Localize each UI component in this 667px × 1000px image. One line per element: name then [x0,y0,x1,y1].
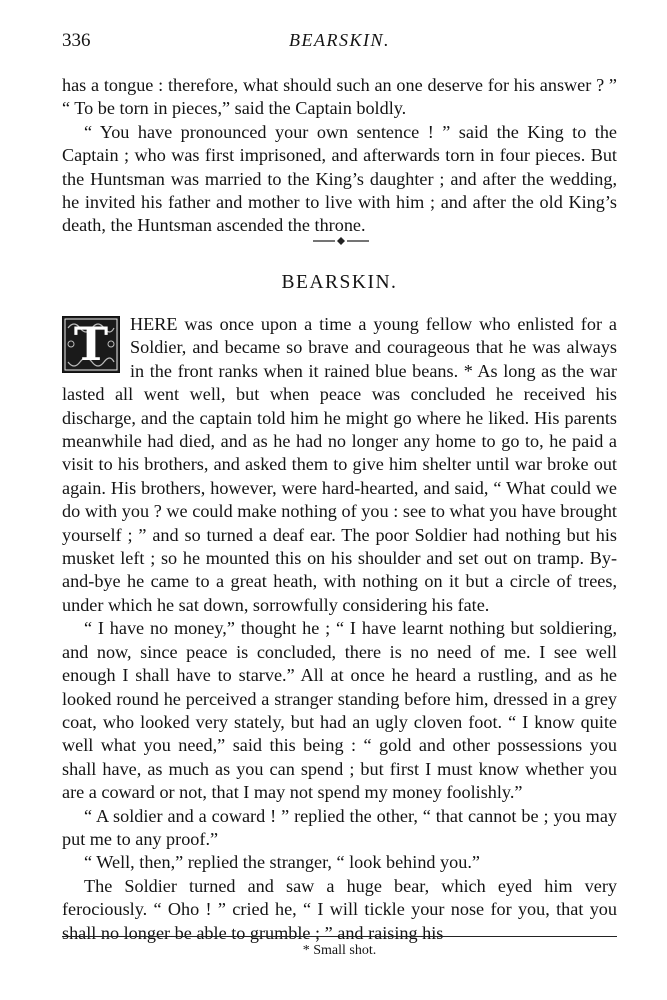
section-divider-ornament [313,234,369,248]
paragraph: “ Well, then,” replied the stranger, “ look behind you.” [84,852,480,873]
dropcap-initial [62,316,120,373]
running-title: BEARSKIN. [289,30,390,50]
paragraph: The Soldier turned and saw a huge bear, which eyed him very ferociously. “ Oho ! ” cried he, “ I will tickle your nose for you, that you shall no longer be able to grumble ; ” and raising his [62,875,617,943]
paragraph-text: HERE was once upon a time a young fellow who enlisted for a Soldier, and became so brave and courageous that he was always in the front ranks when it rained blue beans. * As long as the war lasted all went well, but when peace was concluded he received his discharge, and the captain told him he might go where he liked. His parents meanwhile had died, and as he had no longer any home to go to, he paid a visit to his brothers, and asked them to give him shelter until war broke out again. His brothers, however, were hard-hearted, and said, “ What could we do with you ? we could make nothing of you : see to what you have brought yourself ; ” and so turned a deaf ear. The poor Soldier had nothing but his musket left ; so he mounted this on his shoulder and set out on tramp. By-and-bye he came to a great heath, with nothing on it but a circle of trees, under which he sat down, sorrowfully considering his fate. [62,314,617,615]
paragraph: “ I have no money,” thought he ; “ I have learnt nothing but soldiering, and now, since peace is concluded, there is no need of me. I see well enough I shall have to starve.” All at once he heard a rustling, and as he looked round he perceived a stranger standing before him, dressed in a grey coat, who looked very stately, but had an ugly cloven foot. “ I know quite well what you need,” said this being : “ gold and other possessions you shall have, as much as you can spend ; but first I must know whether you are a coward or not, that I may not spend my money foolishly.” [62,618,617,803]
paragraph: “ You have pronounced your own sentence ! ” said the King to the Captain ; who was first imprisoned, and afterwards torn in four pieces. But the Huntsman was married to the King’s daughter ; and after the wedding, he invited his father and mother to live with him ; and after the old King’s death, the Huntsman ascended the throne. [62,121,617,236]
story-title: BEARSKIN. [281,272,398,293]
story-body [62,313,617,945]
page-number: 336 [62,30,91,51]
footnote: * Small shot. [302,943,377,958]
footnote-rule [62,936,617,937]
dropcap-letter: T [73,317,109,371]
running-head [62,30,617,56]
paragraph: has a tongue : therefore, what should such an one deserve for his answer ? ” “ To be torn in pieces,” said the Captain boldly. [62,75,617,119]
paragraph [62,313,617,617]
paragraph: “ A soldier and a coward ! ” replied the other, “ that cannot be ; you may put me to any proof.” [62,805,617,849]
previous-story-ending [62,74,617,238]
